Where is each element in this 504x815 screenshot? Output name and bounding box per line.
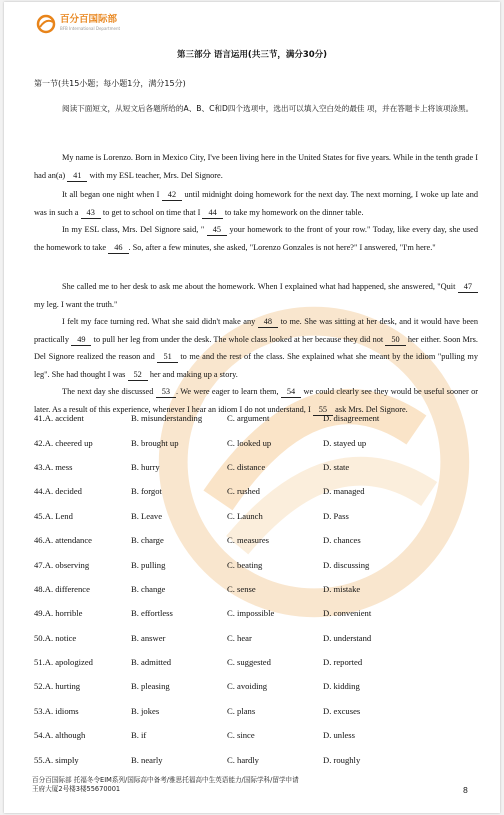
option-b: B. misunderstanding	[131, 413, 203, 424]
brand-name: 百分百国际部	[60, 14, 118, 25]
section-title: 第三部分 语言运用(共三节，满分30分)	[176, 50, 328, 60]
subsection-title: 第一节(共15小题；每小题1分，满分15分)	[34, 79, 186, 88]
brand-logo-icon	[36, 14, 56, 34]
option-c: C. sense	[227, 583, 256, 594]
option-b: B. brought up	[131, 437, 179, 448]
passage-paragraph: I felt my face turning red. What she said didn't make any 48 to me. She was sitting at her desk, and it would have been practically 49 to pull her leg from under the desk. The whole class looked at her because they did not 50 her either. Soon Mrs. Del Signore realized the reason and 51 to me and the rest of the class. She explained what she meant by the idiom "pulling my leg". She had thought I was 52 her and making up a story.	[34, 317, 479, 379]
footer-line-2: 王府大厦2号楼3楼55670001	[32, 785, 121, 793]
option-c: C. beating	[227, 559, 263, 570]
option-c: C. argument	[227, 413, 270, 424]
blank-52: 52	[128, 370, 148, 381]
option-b: B. admitted	[131, 657, 172, 668]
footer-line-1: 百分百国际部 托福冬令EIM系列/国际高中备考/雅思托福高中生英语能力/国际学科/留学申请	[32, 776, 299, 784]
option-b: B. effortless	[131, 608, 173, 619]
option-b: B. Leave	[131, 510, 163, 521]
option-a: 46.A. attendance	[34, 535, 92, 546]
option-row	[34, 479, 474, 503]
passage-block-1	[34, 149, 478, 184]
option-b: B. pleasing	[131, 681, 170, 692]
option-c: C. rushed	[227, 486, 260, 497]
option-d: D. discussing	[323, 559, 370, 570]
option-a: 51.A. apologized	[34, 657, 93, 668]
blank-42: 42	[162, 190, 182, 201]
option-d: D. chances	[323, 535, 361, 546]
option-a: 48.A. difference	[34, 583, 90, 594]
option-b: B. answer	[131, 632, 166, 643]
passage-block-2	[34, 186, 478, 256]
option-c: C. measures	[227, 535, 270, 546]
passage-paragraph: It all began one night when I 42 until midnight doing homework for the next day. The next morning, I woke up late and was in such a 43 to get to school on time that I 44 to take my homework on the dinner table.	[34, 190, 478, 217]
blank-53: 53	[156, 387, 176, 398]
option-a: 41.A. accident	[34, 413, 84, 424]
option-c: C. distance	[227, 461, 266, 472]
option-b: B. change	[131, 583, 166, 594]
blank-51: 51	[157, 352, 177, 363]
blank-55: 55	[313, 405, 333, 416]
page-number: 8	[462, 786, 468, 795]
option-a: 47.A. observing	[34, 559, 90, 570]
option-a: 53.A. idioms	[34, 705, 79, 716]
blank-54: 54	[281, 387, 301, 398]
passage-block-3	[34, 278, 478, 418]
blank-45: 45	[207, 225, 227, 236]
option-d: D. roughly	[323, 754, 361, 765]
option-row	[34, 626, 474, 650]
option-b: B. hurry	[131, 461, 160, 472]
blank-46: 46	[108, 243, 128, 254]
option-row	[34, 406, 474, 430]
option-d: D. disagreement	[323, 413, 380, 424]
option-d: D. Pass	[323, 510, 349, 521]
option-d: D. reported	[323, 657, 363, 668]
option-a: 43.A. mess	[34, 461, 73, 472]
brand-subtitle: BFB International Department	[60, 26, 121, 31]
document-page	[4, 2, 500, 813]
answer-options-table	[34, 406, 474, 772]
option-row	[34, 723, 474, 747]
option-d: D. kidding	[323, 681, 360, 692]
option-c: C. plans	[227, 705, 256, 716]
option-b: B. charge	[131, 535, 164, 546]
option-a: 55.A. simply	[34, 754, 79, 765]
option-c: C. suggested	[227, 657, 271, 668]
option-c: C. since	[227, 730, 255, 741]
option-c: C. Launch	[227, 510, 263, 521]
option-row	[34, 601, 474, 625]
passage-paragraph: My name is Lorenzo. Born in Mexico City, I've been living here in the United States for five years. While in the tenth grade I had an(a) 41 with my ESL teacher, Mrs. Del Signore.	[34, 153, 478, 180]
option-b: B. jokes	[131, 705, 160, 716]
option-b: B. forgot	[131, 486, 162, 497]
option-row	[34, 747, 474, 771]
blank-43: 43	[81, 208, 101, 219]
option-d: D. unless	[323, 730, 355, 741]
option-d: D. managed	[323, 486, 365, 497]
passage-paragraph: She called me to her desk to ask me about the homework. When I explained what had happened, she answered, "Quit 47 my leg. I want the truth."	[34, 278, 478, 313]
option-d: D. stayed up	[323, 437, 367, 448]
page-footer	[32, 776, 472, 794]
option-d: D. mistake	[323, 583, 361, 594]
option-d: D. convenient	[323, 608, 372, 619]
option-a: 49.A. horrible	[34, 608, 83, 619]
option-c: C. looked up	[227, 437, 272, 448]
option-a: 54.A. although	[34, 730, 86, 741]
option-row	[34, 528, 474, 552]
option-row	[34, 430, 474, 454]
blank-44: 44	[202, 208, 222, 219]
blank-48: 48	[258, 317, 278, 328]
option-row	[34, 674, 474, 698]
option-a: 42.A. cheered up	[34, 437, 93, 448]
option-a: 50.A. notice	[34, 632, 77, 643]
option-b: B. nearly	[131, 754, 163, 765]
option-row	[34, 699, 474, 723]
option-d: D. excuses	[323, 705, 361, 716]
option-c: C. hear	[227, 632, 252, 643]
option-d: D. understand	[323, 632, 372, 643]
passage-paragraph: The next day she discussed 53 . We were eager to learn them, 54 we could clearly see they would be useful sooner or later. As a result of this experience, whenever I hear an idiom I do not understand, I 55 ask Mrs. Del Signore.	[34, 387, 478, 414]
option-row	[34, 455, 474, 479]
blank-47: 47	[458, 282, 478, 293]
option-row	[34, 650, 474, 674]
passage-paragraph: In my ESL class, Mrs. Del Signore said, " 45 your homework to the front of your row." Today, like every day, she used the homework to take 46 . So, after a few minutes, she asked, "Lorenzo Gonzales is not here?" I answered, "I'm here."	[34, 225, 479, 252]
blank-41: 41	[67, 171, 87, 182]
option-b: B. if	[131, 730, 147, 741]
option-c: C. hardly	[227, 754, 259, 765]
option-b: B. pulling	[131, 559, 166, 570]
option-d: D. state	[323, 461, 350, 472]
blank-50: 50	[385, 335, 405, 346]
option-row	[34, 577, 474, 601]
brand-logo	[36, 14, 120, 34]
option-a: 45.A. Lend	[34, 510, 73, 521]
option-a: 52.A. hurting	[34, 681, 81, 692]
option-c: C. avoiding	[227, 681, 268, 692]
instructions: 阅读下面短文，从短文后各题所给的A、B、C和D四个选项中，选出可以填入空白处的最佳 项，并在答题卡上将该项涂黑。	[62, 104, 474, 113]
blank-49: 49	[71, 335, 91, 346]
option-row	[34, 552, 474, 576]
option-c: C. impossible	[227, 608, 275, 619]
option-a: 44.A. decided	[34, 486, 82, 497]
option-row	[34, 504, 474, 528]
